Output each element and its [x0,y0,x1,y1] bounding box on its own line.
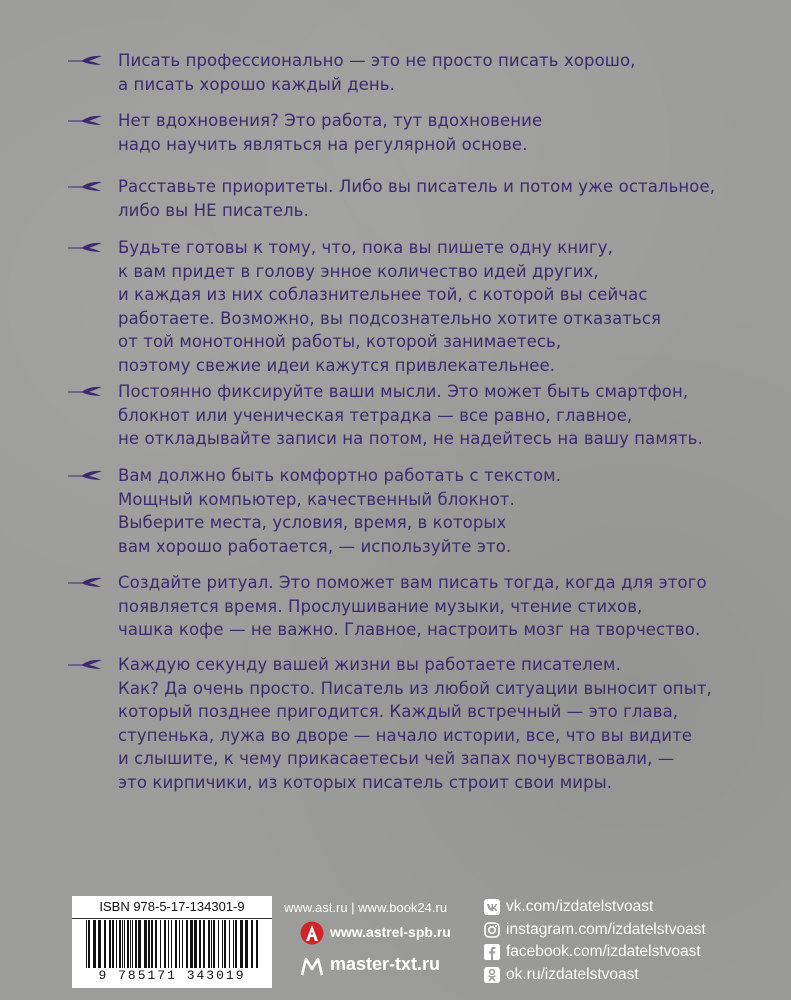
barcode-bar [245,920,248,968]
barcode-bar [116,920,117,968]
quill-icon [68,575,104,589]
barcode-bar [233,920,234,968]
barcode-bar [144,920,147,968]
social-ok[interactable] [484,964,706,987]
barcode-bar [208,920,210,968]
isbn-label: ISBN 978-5-17-134301-9 [72,896,272,919]
instagram-icon [484,922,500,938]
social-vk[interactable] [484,896,706,919]
barcode-bar [235,920,237,968]
tip-text: Вам должно быть комфортно работать с текстом. Мощный компьютер, качественный блокнот. Выберите места, условия, время, в которых вам хорошо работается, — используйте это. [118,466,562,556]
tip-text: Писать профессионально — это не просто писать хорошо, а писать хорошо каждый день. [118,51,636,94]
tip-text: Каждую секунду вашей жизни вы работаете писателем. Как? Да очень просто. Писатель из любой ситуации выносит опыт, который позднее пригодится. Каждый встречный — это глава, ступенька, лужа во дворе — начало истории, все, что вы видите и слышите, к чему прикасаетесьи чей запах почувствовали, — это кирпичики, из которых писатель строит свои миры. [118,655,712,792]
quill-icon [68,657,104,671]
barcode-bar [86,920,87,968]
barcode-bar [168,920,169,968]
quill-icon [68,468,104,482]
barcode-bar [104,920,106,968]
barcode-bar [171,920,172,968]
barcode-bar [240,920,243,968]
tip-6 [68,464,768,558]
barcode-bar [132,920,133,968]
barcode-bars [84,920,260,968]
barcode-bar [138,920,141,968]
ok-link: ok.ru/izdatelstvoast [506,965,639,983]
barcode-bar [203,920,205,968]
barcode-bar [151,920,153,968]
barcode-bar [88,920,90,968]
barcode-bar [148,920,150,968]
barcode-bar [98,920,101,968]
barcode-bar [127,920,129,968]
quill-icon [68,240,104,254]
barcode-bar [179,920,180,968]
master-site[interactable]: master-txt.ru [330,954,441,974]
tip-3 [68,175,768,222]
barcode-bar [122,920,123,968]
tip-5 [68,380,768,451]
tip-text: Нет вдохновения? Это работа, тут вдохновение надо научить являться на регулярной основе. [118,111,543,154]
barcode-bar [251,920,253,968]
quill-icon [68,113,104,127]
facebook-icon [484,944,500,960]
barcode-bar [155,920,157,968]
tip-text: Расставьте приоритеты. Либо вы писатель и потом уже остальное, либо вы НЕ писатель. [118,177,716,220]
barcode-bar [222,920,223,968]
social-facebook[interactable] [484,941,706,964]
tip-text: Создайте ритуал. Это поможет вам писать тогда, когда для этого появляется время. Прослушивание музыки, чтение стихов, чашка кофе — не важно. Главное, настроить мозг на творчество. [118,573,707,639]
tip-4 [68,236,768,377]
barcode-bar [124,920,125,968]
barcode-bar [211,920,212,968]
social-instagram[interactable] [484,919,706,942]
barcode-bar [119,920,121,968]
tip-8 [68,653,768,794]
barcode-bar [175,920,177,968]
instagram-link: instagram.com/izdatelstvoast [506,920,706,938]
astrel-site[interactable]: www.astrel-spb.ru [330,924,451,940]
barcode-bar [112,920,114,968]
barcode-bar [135,920,137,968]
tip-2 [68,109,768,156]
astrel-logo-icon [300,921,324,945]
master-logo-icon [300,955,324,977]
barcode-bar [218,920,219,968]
barcode-bar [199,920,201,968]
barcode-bar [194,920,197,968]
tip-7 [68,571,768,642]
barcode-bar [160,920,161,968]
barcode [72,896,272,988]
barcode-bar [256,920,258,968]
barcode-bar [213,920,215,968]
publisher-sites[interactable]: www.ast.ru | www.book24.ru [284,900,448,915]
barcode-bar [229,920,230,968]
quill-icon [68,179,104,193]
vk-link: vk.com/izdatelstvoast [506,898,654,916]
barcode-bar [164,920,166,968]
vk-icon [484,899,500,915]
quill-icon [68,53,104,67]
barcode-bar [130,920,131,968]
barcode-digits: 9 785171 343019 [98,968,246,983]
social-links [484,896,706,986]
barcode-bar [93,920,96,968]
tip-1 [68,49,768,96]
facebook-link: facebook.com/izdatelstvoast [506,943,701,961]
tip-text: Будьте готовы к тому, что, пока вы пишете одну книгу, к вам придет в голову энное количество идей других, и каждая из них соблазнительнее той, с которой вы сейчас работаете. Возможно, вы подсознательно хотите отказаться от той монотонной работы, которой занимаетесь, поэтому свежие идеи кажутся привлекательнее. [118,238,662,375]
odnoklassniki-icon [484,967,500,983]
barcode-bar [224,920,226,968]
barcode-bar [186,920,188,968]
barcode-bar [190,920,193,968]
barcode-bar [182,920,183,968]
quill-icon [68,384,104,398]
barcode-bar [109,920,111,968]
tip-text: Постоянно фиксируйте ваши мысли. Это может быть смартфон, блокнот или ученическая тетрадка — все равно, главное, не откладывайте записи на потом, не надейтесь на вашу память. [118,382,703,448]
